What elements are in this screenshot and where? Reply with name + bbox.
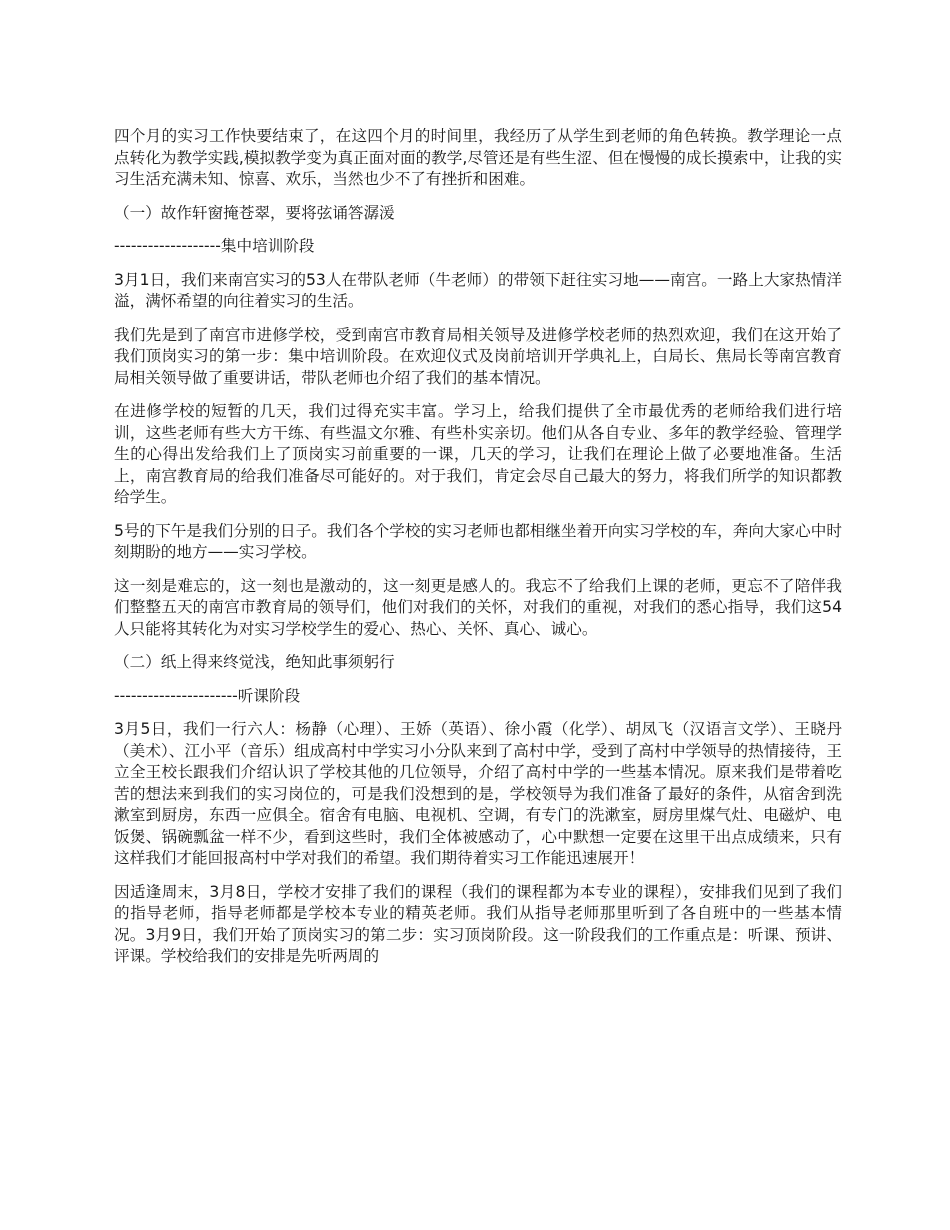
subsection-heading-training: -------------------集中培训阶段 <box>114 237 315 255</box>
document-page <box>114 126 842 980</box>
section-heading-two: （二）纸上得来终觉浅，绝知此事须躬行 <box>114 653 395 671</box>
paragraph-training-school: 我们先是到了南宫市进修学校，受到南宫市教育局相关领导及进修学校老师的热烈欢迎，我们在这开始了我们顶岗实习的第一步：集中培训阶段。在欢迎仪式及岗前培训开学典礼上，白局长、焦局长等南宫教育局相关领导做了重要讲话，带队老师也介绍了我们的基本情况。 <box>114 325 842 387</box>
paragraph-day-5: 5号的下午是我们分别的日子。我们各个学校的实习老师也都相继坐着开向实习学校的车，奔向大家心中时刻期盼的地方——实习学校。 <box>114 521 842 561</box>
paragraph-march-5: 3月5日，我们一行六人：杨静（心理）、王娇（英语）、徐小霞（化学）、胡凤飞（汉语言文学）、王晓丹（美术）、江小平（音乐）组成高村中学实习小分队来到了高村中学，受到了高村中学领导的热情接待，王立全王校长跟我们介绍认识了学校其他的几位领导，介绍了高村中学的一些基本情况。原来我们是带着吃苦的想法来到我们的实习岗位的，可是我们没想到的是，学校领导为我们准备了最好的条件，从宿舍到洗漱室到厨房，东西一应俱全。宿舍有电脑、电视机、空调，有专门的洗漱室，厨房里煤气灶、电磁炉、电饭煲、锅碗瓢盆一样不少，看到这些时，我们全体被感动了，心中默想一定要在这里干出点成绩来，只有这样我们才能回报高村中学对我们的希望。我们期待着实习工作能迅速展开！ <box>114 720 842 867</box>
subsection-heading-listening: ----------------------听课阶段 <box>114 686 301 705</box>
intro-paragraph: 四个月的实习工作快要结束了，在这四个月的时间里，我经历了从学生到老师的角色转换。教学理论一点点转化为教学实践,模拟教学变为真正面对面的教学,尽管还是有些生涩、但在慢慢的成长摸索中，让我的实习生活充满未知、惊喜、欢乐，当然也少不了有挫折和困难。 <box>114 127 842 188</box>
paragraph-march-1: 3月1日，我们来南宫实习的53人在带队老师（牛老师）的带领下赶往实习地——南宫。一路上大家热情洋溢，满怀希望的向往着实习的生活。 <box>114 270 842 310</box>
paragraph-memorable: 这一刻是难忘的，这一刻也是激动的，这一刻更是感人的。我忘不了给我们上课的老师，更忘不了陪伴我们整整五天的南宫市教育局的领导们，他们对我们的关怀，对我们的重视，对我们的悉心指导，我们这54人只能将其转化为对实习学校学生的爱心、热心、关怀、真心、诚心。 <box>114 576 842 638</box>
paragraph-weekend: 因适逢周末，3月8日，学校才安排了我们的课程（我们的课程都为本专业的课程），安排我们见到了我们的指导老师，指导老师都是学校本专业的精英老师。我们从指导老师那里听到了各自班中的一些基本情况。3月9日，我们开始了顶岗实习的第二步：实习顶岗阶段。这一阶段我们的工作重点是：听课、预讲、评课。学校给我们的安排是先听两周的 <box>114 882 842 965</box>
paragraph-short-days: 在进修学校的短暂的几天，我们过得充实丰富。学习上，给我们提供了全市最优秀的老师给我们进行培训，这些老师有些大方干练、有些温文尔雅、有些朴实亲切。他们从各自专业、多年的教学经验、管理学生的心得出发给我们上了顶岗实习前重要的一课，几天的学习，让我们在理论上做了必要地准备。生活上，南宫教育局的给我们准备尽可能好的。对于我们，肯定会尽自己最大的努力，将我们所学的知识都教给学生。 <box>114 402 842 506</box>
section-heading-one: （一）故作轩窗掩苍翠，要将弦诵答潺湲 <box>114 203 395 222</box>
